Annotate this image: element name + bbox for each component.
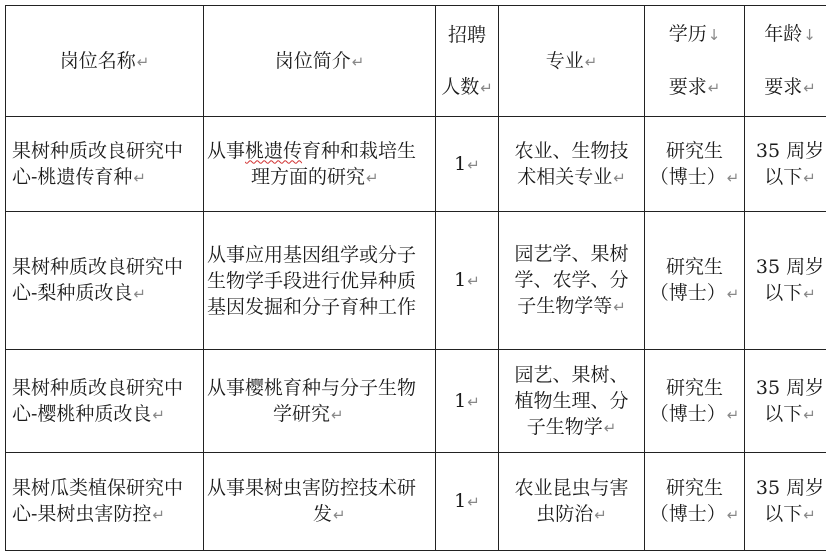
cell-position-name: 果树种质改良研究中 心-梨种质改良↵ bbox=[6, 212, 204, 350]
cell-education: 研究生 （博士）↵ bbox=[645, 453, 745, 551]
cell-position-name: 果树种质改良研究中 心-桃遗传育种↵ bbox=[6, 117, 204, 212]
paragraph-mark-icon: ↵ bbox=[803, 405, 816, 424]
paragraph-mark-icon: ↵ bbox=[726, 405, 740, 424]
paragraph-mark-icon: ↵ bbox=[152, 405, 165, 424]
paragraph-mark-icon: ↵ bbox=[803, 506, 816, 524]
paragraph-mark-icon: ↵ bbox=[707, 79, 721, 97]
paragraph-mark-icon: ↵ bbox=[803, 285, 816, 303]
cell-age: 35 周岁 以下↵ bbox=[745, 350, 826, 453]
table-row bbox=[6, 453, 826, 551]
table-row bbox=[6, 212, 826, 350]
paragraph-mark-icon: ↵ bbox=[133, 285, 146, 303]
paragraph-mark-icon: ↵ bbox=[467, 493, 480, 511]
paragraph-mark-icon: ↵ bbox=[351, 52, 365, 71]
header-position-name: 岗位名称↵ bbox=[6, 6, 204, 117]
paragraph-mark-icon: ↵ bbox=[467, 392, 480, 411]
recruitment-table bbox=[5, 5, 826, 551]
paragraph-mark-icon: ↵ bbox=[152, 506, 165, 524]
paragraph-mark-icon: ↵ bbox=[726, 506, 740, 524]
paragraph-mark-icon: ↵ bbox=[467, 272, 480, 290]
cell-recruit-count: 1↵ bbox=[436, 117, 499, 212]
paragraph-mark-icon: ↵ bbox=[467, 155, 480, 174]
header-major: 专业↵ bbox=[499, 6, 645, 117]
cell-recruit-count: 1↵ bbox=[436, 350, 499, 453]
table-row bbox=[6, 350, 826, 453]
paragraph-mark-icon: ↵ bbox=[803, 79, 816, 97]
paragraph-mark-icon: ↵ bbox=[331, 405, 344, 424]
cell-position-desc: 从事果树虫害防控技术研 发↵ bbox=[204, 453, 436, 551]
cell-recruit-count: 1↵ bbox=[436, 453, 499, 551]
spellcheck-underline: 桃遗传 bbox=[245, 139, 303, 162]
line-break-mark-icon: ↓ bbox=[707, 26, 721, 44]
paragraph-mark-icon: ↵ bbox=[803, 168, 816, 187]
cell-major: 农业、生物技 术相关专业↵ bbox=[499, 117, 645, 212]
cell-major: 农业昆虫与害 虫防治↵ bbox=[499, 453, 645, 551]
paragraph-mark-icon: ↵ bbox=[480, 78, 493, 97]
cell-education: 研究生 （博士）↵ bbox=[645, 117, 745, 212]
paragraph-mark-icon: ↵ bbox=[726, 168, 740, 187]
header-position-desc: 岗位简介↵ bbox=[204, 6, 436, 117]
table-row bbox=[6, 117, 826, 212]
paragraph-mark-icon: ↵ bbox=[726, 285, 740, 303]
cell-major: 园艺、果树、 植物生理、分 子生物学↵ bbox=[499, 350, 645, 453]
paragraph-mark-icon: ↵ bbox=[594, 506, 607, 524]
cell-age: 35 周岁 以下↵ bbox=[745, 453, 826, 551]
paragraph-mark-icon: ↵ bbox=[333, 506, 346, 524]
cell-position-desc: 从事樱桃育种与分子生物 学研究↵ bbox=[204, 350, 436, 453]
cell-position-desc: 从事桃遗传育种和栽培生 理方面的研究↵ bbox=[204, 117, 436, 212]
cell-recruit-count: 1↵ bbox=[436, 212, 499, 350]
cell-position-name: 果树种质改良研究中 心-樱桃种质改良↵ bbox=[6, 350, 204, 453]
header-age: 年龄↓ 要求↵ bbox=[745, 6, 826, 117]
cell-education: 研究生 （博士）↵ bbox=[645, 350, 745, 453]
line-break-mark-icon: ↓ bbox=[803, 26, 816, 44]
cell-age: 35 周岁 以下↵ bbox=[745, 212, 826, 350]
paragraph-mark-icon: ↵ bbox=[613, 298, 626, 316]
cell-major: 园艺学、果树 学、农学、分 子生物学等↵ bbox=[499, 212, 645, 350]
paragraph-mark-icon: ↵ bbox=[133, 168, 146, 187]
paragraph-mark-icon: ↵ bbox=[136, 52, 150, 71]
header-education: 学历↓ 要求↵ bbox=[645, 6, 745, 117]
cell-position-desc: 从事应用基因组学或分子 生物学手段进行优异种质 基因发掘和分子育种工作 bbox=[204, 212, 436, 350]
paragraph-mark-icon: ↵ bbox=[584, 52, 598, 71]
header-recruit-count: 招聘 人数↵ bbox=[436, 6, 499, 117]
cell-position-name: 果树瓜类植保研究中 心-果树虫害防控↵ bbox=[6, 453, 204, 551]
paragraph-mark-icon: ↵ bbox=[603, 418, 617, 437]
table-header-row bbox=[6, 6, 826, 117]
cell-age: 35 周岁 以下↵ bbox=[745, 117, 826, 212]
paragraph-mark-icon: ↵ bbox=[613, 168, 626, 187]
paragraph-mark-icon: ↵ bbox=[366, 168, 379, 187]
cell-education: 研究生 （博士）↵ bbox=[645, 212, 745, 350]
